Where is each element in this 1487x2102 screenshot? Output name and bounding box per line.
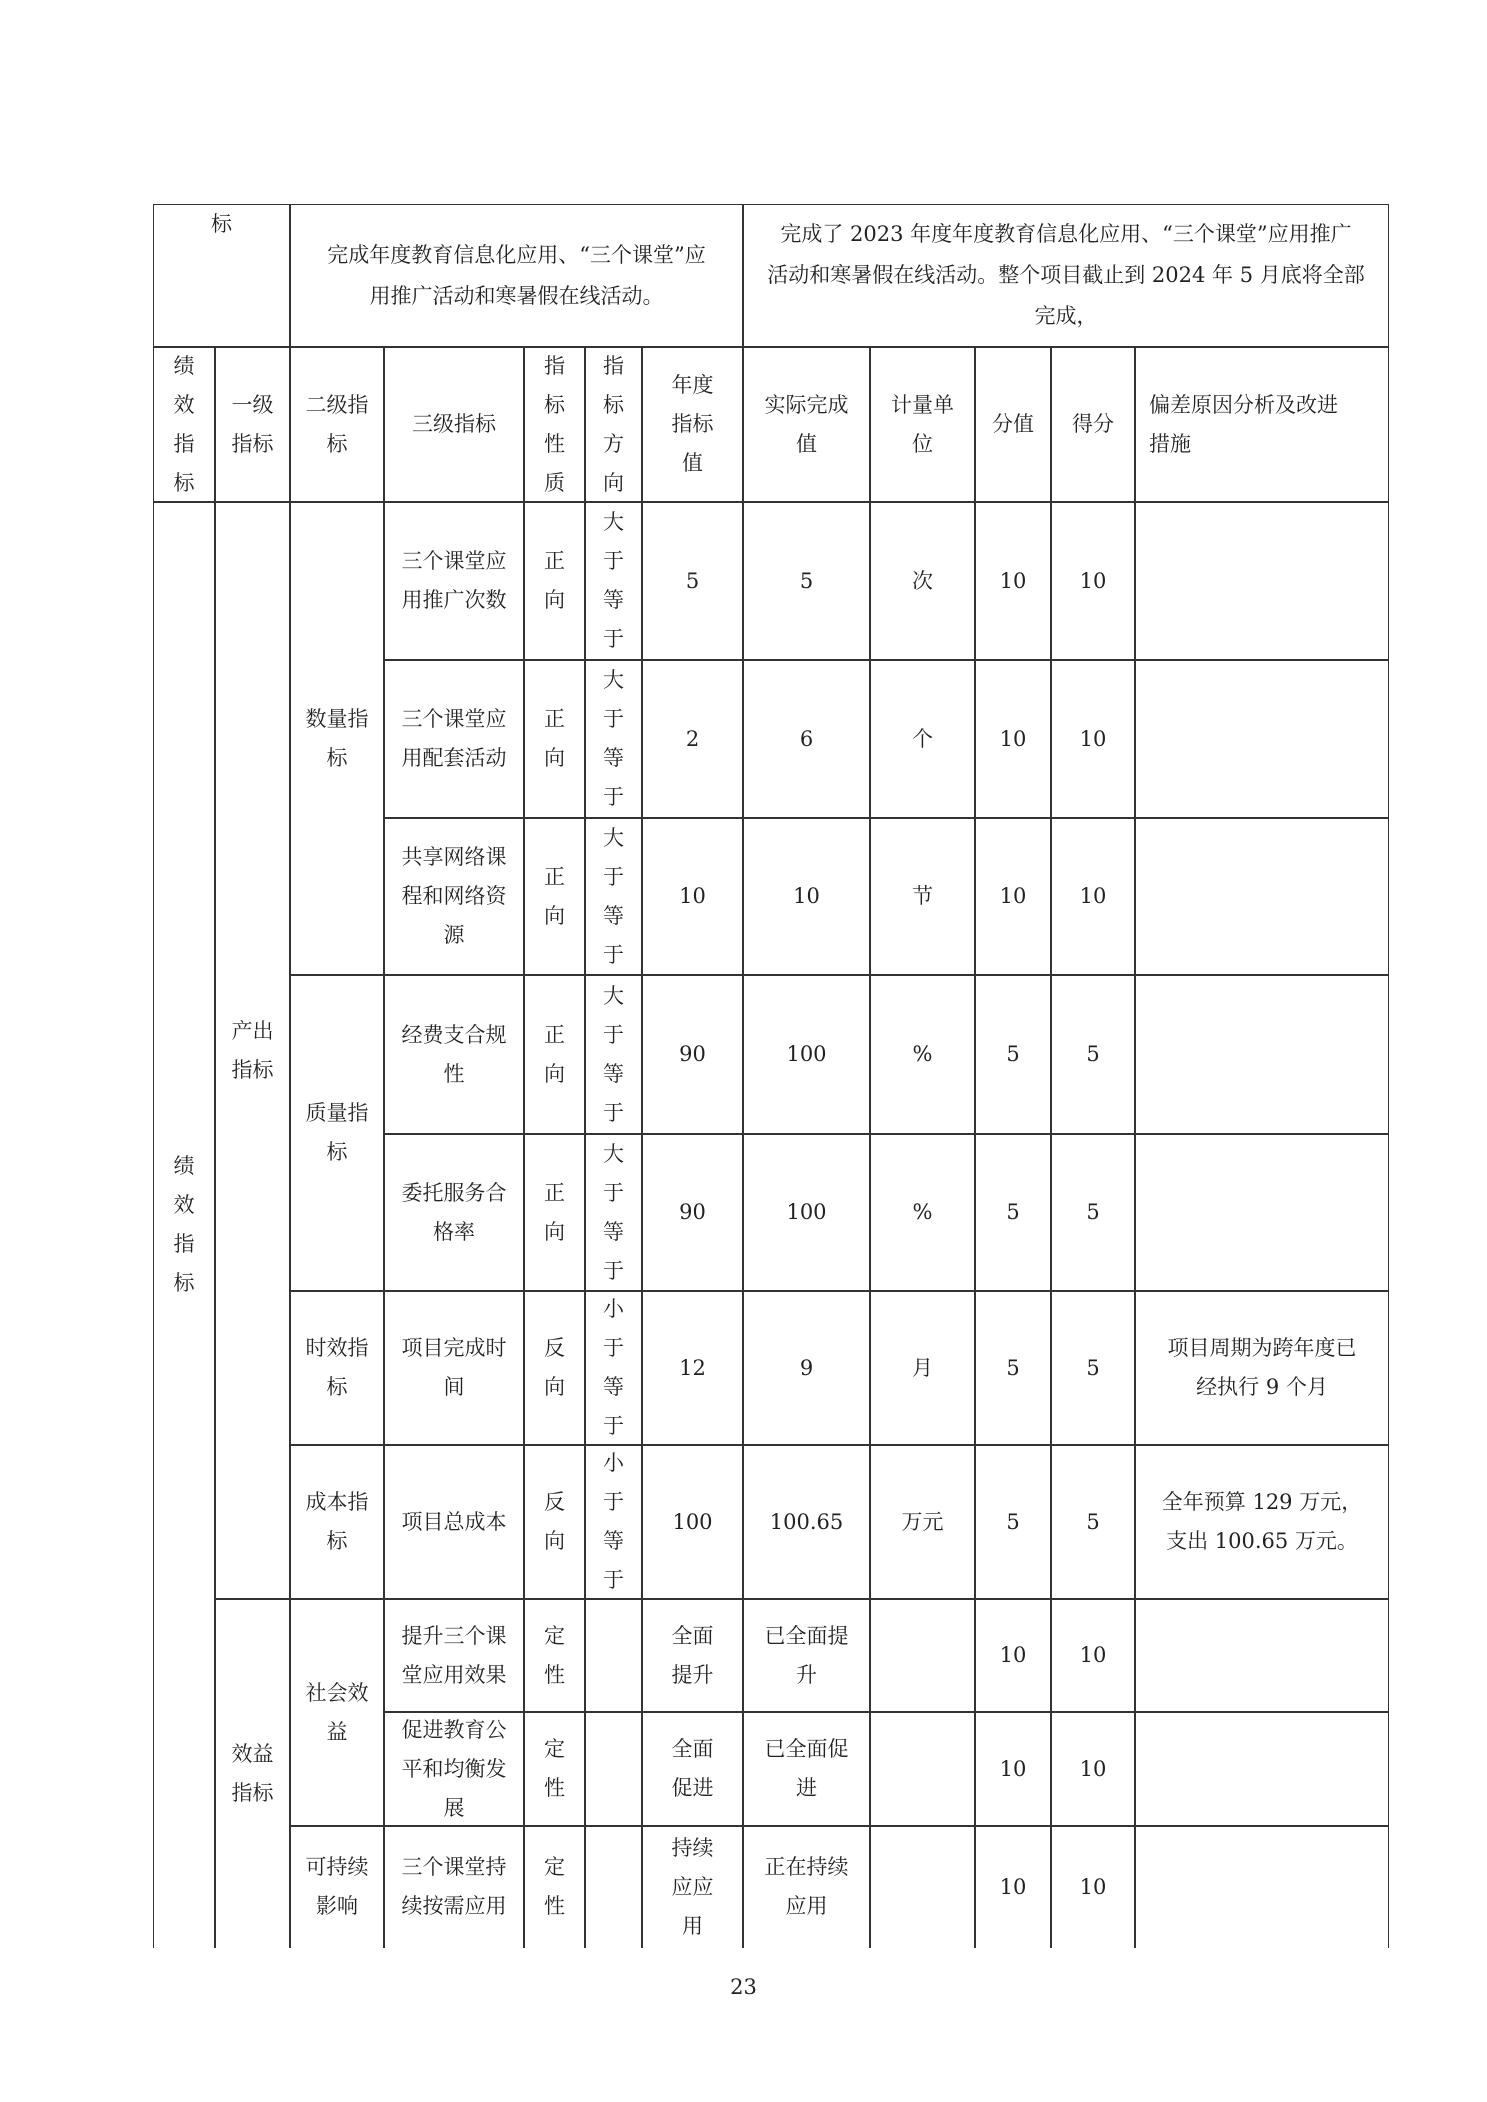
row-4-nature: 正 向: [544, 1022, 565, 1086]
row-1-nature: 正 向: [544, 549, 565, 612]
row-3-actual: 10: [793, 884, 820, 908]
row-7-unit: 万元: [901, 1509, 944, 1534]
header-level2: 二级指 标: [305, 392, 369, 456]
row-4-actual: 100: [786, 1042, 827, 1066]
row-5-name: 委托服务合 格率: [401, 1180, 507, 1244]
row-7-direction: 小 于 等 于: [603, 1451, 624, 1592]
row-4-target: 90: [679, 1042, 706, 1066]
row-7-weight: 5: [1006, 1509, 1020, 1534]
row-4-direction: 大 于 等 于: [603, 983, 624, 1125]
row-9-name: 促进教育公 平和均衡发 展: [401, 1717, 507, 1820]
row-5-target: 90: [679, 1200, 706, 1224]
row-3-weight: 10: [999, 884, 1027, 908]
row-3-nature: 正 向: [544, 864, 565, 928]
row-7-score: 5: [1086, 1509, 1100, 1534]
row-6-target: 12: [679, 1355, 706, 1380]
row-2-actual: 6: [799, 726, 814, 751]
row-2-weight: 10: [999, 726, 1027, 751]
row-10-score: 10: [1079, 1874, 1107, 1899]
performance-table: [153, 204, 1389, 1948]
row-1-actual: 5: [799, 568, 814, 593]
row-10-direction: [585, 1826, 642, 1948]
goal-label: 标: [211, 211, 232, 236]
goal-planned: 完成年度教育信息化应用、“三个课堂”应 用推广活动和寒暑假在线活动。: [327, 242, 706, 308]
row-10-weight: 10: [999, 1874, 1027, 1899]
row-6-direction: 小 于 等 于: [603, 1297, 624, 1438]
header-actual: 实际完成 值: [764, 392, 849, 456]
row-2-direction: 大 于 等 于: [603, 668, 624, 809]
row-2-score: 10: [1079, 726, 1107, 751]
level2-timeliness: 时效指 标: [305, 1336, 369, 1399]
row-9-nature: 定 性: [544, 1737, 565, 1800]
header-perf: 绩 效 指 标: [173, 353, 195, 495]
row-10-target: 持续 应应 用: [671, 1835, 714, 1938]
header-nature: 指 标 性 质: [544, 353, 565, 495]
row-9-unit: [870, 1712, 975, 1826]
row-5-analysis: [1135, 1134, 1389, 1291]
row-1-score: 10: [1079, 568, 1107, 593]
level1-output: 产出 指标: [231, 1018, 274, 1082]
level2-sustain: 可持续 影响: [305, 1855, 369, 1918]
row-1-target: 5: [685, 568, 700, 593]
row-9-actual: 已全面促 进: [764, 1737, 849, 1800]
row-8-direction: [585, 1599, 642, 1712]
row-4-score: 5: [1086, 1042, 1100, 1066]
row-9-target: 全面 促进: [671, 1737, 714, 1800]
row-6-unit: 月: [912, 1355, 933, 1380]
row-8-score: 10: [1079, 1643, 1107, 1667]
row-2-unit: 个: [912, 726, 933, 751]
header-unit: 计量单 位: [891, 392, 954, 456]
row-10-analysis: [1135, 1826, 1389, 1948]
row-1-direction: 大 于 等 于: [603, 510, 624, 651]
row-9-weight: 10: [999, 1756, 1027, 1781]
level2-quality: 质量指 标: [305, 1101, 369, 1164]
row-5-direction: 大 于 等 于: [603, 1141, 624, 1283]
row-2-target: 2: [685, 726, 700, 751]
row-10-nature: 定 性: [544, 1855, 565, 1918]
row-9-direction: [585, 1712, 642, 1826]
row-5-weight: 5: [1006, 1200, 1020, 1224]
goal-actual: 完成了 2023 年度年度教育信息化应用、“三个课堂”应用推广 活动和寒暑假在线活动。整个项目截止到 2024 年 5 月底将全部 完成，: [767, 222, 1365, 328]
row-7-target: 100: [672, 1509, 713, 1534]
row-8-analysis: [1135, 1599, 1389, 1712]
level2-cost: 成本指 标: [305, 1490, 369, 1553]
row-8-name: 提升三个课 堂应用效果: [401, 1623, 507, 1687]
row-8-weight: 10: [999, 1643, 1027, 1667]
page-number: 23: [730, 1975, 757, 1999]
row-2-analysis: [1135, 660, 1389, 818]
row-1-name: 三个课堂应 用推广次数: [401, 549, 507, 612]
row-3-target: 10: [679, 884, 706, 908]
row-9-analysis: [1135, 1712, 1389, 1826]
row-6-weight: 5: [1006, 1355, 1020, 1380]
perf-indicator-label: 绩 效 指 标: [173, 1154, 195, 1295]
row-10-actual: 正在持续 应用: [764, 1855, 849, 1918]
row-3-unit: 节: [912, 884, 933, 908]
row-4-weight: 5: [1006, 1042, 1020, 1066]
row-4-unit: %: [912, 1042, 933, 1066]
header-direction: 指 标 方 向: [603, 353, 624, 495]
row-6-actual: 9: [799, 1355, 814, 1380]
row-7-actual: 100.65: [769, 1509, 844, 1534]
row-5-nature: 正 向: [544, 1180, 565, 1244]
row-1-weight: 10: [999, 568, 1027, 593]
row-4-name: 经费支合规 性: [401, 1022, 507, 1086]
row-6-analysis: 项目周期为跨年度已 经执行 9 个月: [1167, 1336, 1357, 1399]
row-6-nature: 反 向: [544, 1336, 565, 1399]
row-8-unit: [870, 1599, 975, 1712]
row-3-score: 10: [1079, 884, 1107, 908]
row-5-unit: %: [912, 1200, 933, 1224]
row-4-analysis: [1135, 975, 1389, 1134]
row-7-name: 项目总成本: [401, 1509, 507, 1534]
row-7-nature: 反 向: [544, 1490, 565, 1553]
row-3-direction: 大 于 等 于: [603, 825, 624, 967]
header-score: 得分: [1072, 412, 1114, 436]
row-3-name: 共享网络课 程和网络资 源: [401, 845, 507, 947]
row-1-unit: 次: [912, 568, 933, 593]
level1-benefit: 效益 指标: [231, 1741, 274, 1805]
header-level3: 三级指标: [412, 412, 496, 436]
level2-social: 社会效 益: [305, 1680, 369, 1744]
row-2-name: 三个课堂应 用配套活动: [401, 707, 507, 770]
header-target: 年度 指标 值: [671, 373, 714, 475]
row-10-name: 三个课堂持 续按需应用: [401, 1855, 507, 1918]
header-analysis: 偏差原因分析及改进 措施: [1149, 392, 1338, 456]
row-6-name: 项目完成时 间: [401, 1336, 507, 1399]
row-8-actual: 已全面提 升: [764, 1623, 849, 1687]
row-8-target: 全面 提升: [671, 1623, 714, 1687]
level2-quantity: 数量指 标: [305, 706, 369, 770]
row-2-nature: 正 向: [544, 707, 565, 770]
row-5-actual: 100: [786, 1200, 827, 1224]
row-10-unit: [870, 1826, 975, 1948]
header-level1: 一级 指标: [231, 392, 274, 456]
row-5-score: 5: [1086, 1200, 1100, 1224]
header-weight: 分值: [992, 412, 1034, 436]
row-7-analysis: 全年预算 129 万元， 支出 100.65 万元。: [1161, 1490, 1363, 1553]
row-6-score: 5: [1086, 1355, 1100, 1380]
row-1-analysis: [1135, 502, 1389, 660]
row-8-nature: 定 性: [544, 1623, 565, 1687]
row-3-analysis: [1135, 818, 1389, 975]
row-9-score: 10: [1079, 1756, 1107, 1781]
